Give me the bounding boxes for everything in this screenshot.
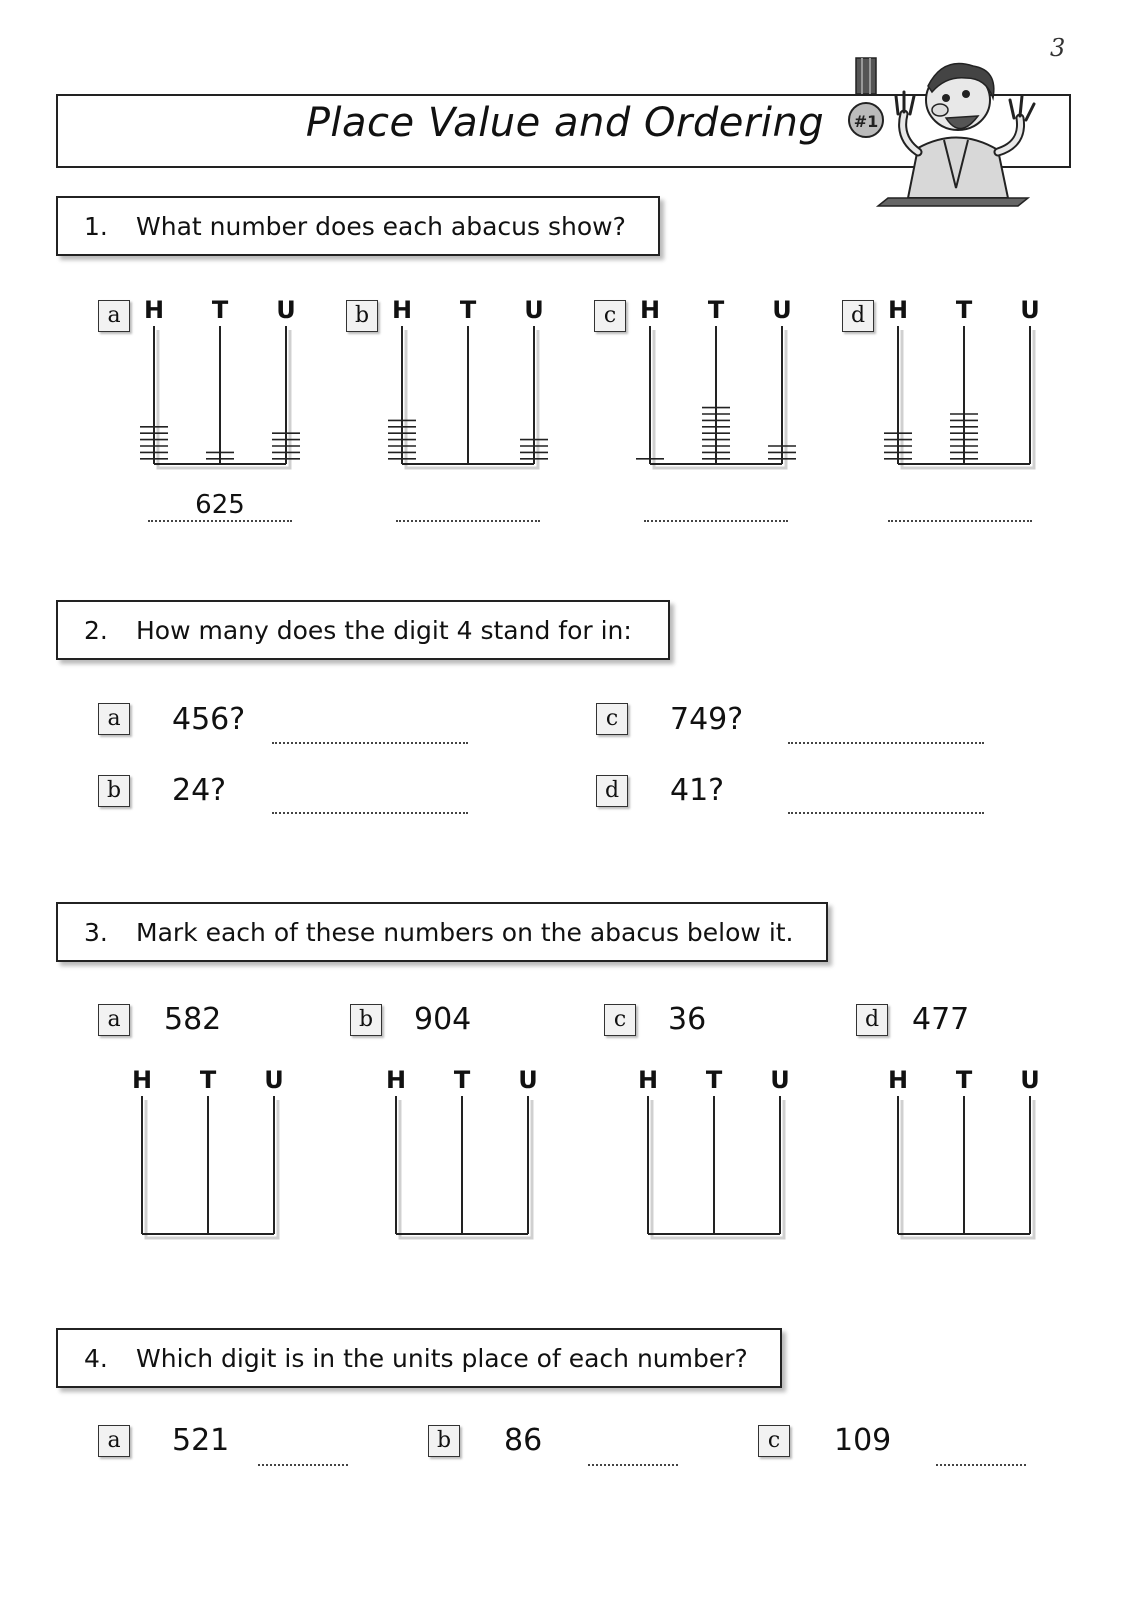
q2-label-c: c <box>596 703 628 735</box>
q3-label-d: d <box>856 1004 888 1036</box>
q2-answer-line-a[interactable] <box>272 742 468 744</box>
q1-answer-line-a[interactable] <box>148 520 292 522</box>
abacus-shadow <box>902 330 1034 468</box>
q1-abacus-d <box>874 290 1064 480</box>
question-1-text: What number does each abacus show? <box>136 211 626 241</box>
abacus-column-label-u: U <box>524 296 544 324</box>
question-2-text: How many does the digit 4 stand for in: <box>136 615 632 645</box>
abacus-column-label-u: U <box>264 1066 284 1094</box>
abacus-column-label-t: T <box>707 296 725 324</box>
abacus-column-label-t: T <box>211 296 229 324</box>
question-3-text: Mark each of these numbers on the abacus below it. <box>136 917 794 947</box>
q4-label-b: b <box>428 1425 460 1457</box>
abacus-column-label-t: T <box>955 1066 973 1094</box>
q1-abacus-c <box>626 290 816 480</box>
abacus-column-label-t: T <box>955 296 973 324</box>
abacus-column-label-t: T <box>199 1066 217 1094</box>
abacus-column-label-u: U <box>518 1066 538 1094</box>
q3-label-c: c <box>604 1004 636 1036</box>
q3-label-a: a <box>98 1004 130 1036</box>
q1-answer-line-b[interactable] <box>396 520 540 522</box>
question-1-box <box>56 196 660 256</box>
q3-value-d: 477 <box>912 1002 970 1037</box>
q1-abacus-a <box>130 290 320 480</box>
abacus-shadow <box>902 1100 1034 1238</box>
q2-label-d: d <box>596 775 628 807</box>
abacus-column-label-t: T <box>453 1066 471 1094</box>
question-2-number: 2. <box>84 615 108 645</box>
q4-value-a: 521 <box>172 1423 230 1458</box>
abacus-column-label-t: T <box>705 1066 723 1094</box>
question-4-number: 4. <box>84 1343 108 1373</box>
q1-abacus-b <box>378 290 568 480</box>
abacus-shadow <box>400 1100 532 1238</box>
q2-value-a: 456? <box>172 702 246 737</box>
abacus-column-label-u: U <box>276 296 296 324</box>
q1-answer-line-d[interactable] <box>888 520 1032 522</box>
page-title: Place Value and Ordering <box>305 100 825 146</box>
question-4-box <box>56 1328 782 1388</box>
q2-label-a: a <box>98 703 130 735</box>
q1-answer-a: 625 <box>195 490 245 520</box>
q4-value-c: 109 <box>834 1423 892 1458</box>
abacus-column-label-h: H <box>385 1066 407 1094</box>
q4-answer-line-b[interactable] <box>588 1464 678 1466</box>
abacus-column-label-h: H <box>637 1066 659 1094</box>
abacus-shadow <box>158 330 290 468</box>
page-number: 3 <box>1050 34 1066 62</box>
q2-answer-line-b[interactable] <box>272 812 468 814</box>
q1-label-a: a <box>98 300 130 332</box>
q2-label-b: b <box>98 775 130 807</box>
abacus-shadow <box>146 1100 278 1238</box>
abacus-column-label-h: H <box>391 296 413 324</box>
abacus-shadow <box>652 1100 784 1238</box>
q2-answer-line-c[interactable] <box>788 742 984 744</box>
abacus-column-label-h: H <box>639 296 661 324</box>
abacus-column-label-h: H <box>887 296 909 324</box>
abacus-column-label-u: U <box>1020 296 1040 324</box>
q4-answer-line-a[interactable] <box>258 1464 348 1466</box>
abacus-column-label-u: U <box>1020 1066 1040 1094</box>
q3-label-b: b <box>350 1004 382 1036</box>
q3-value-c: 36 <box>668 1002 707 1037</box>
q1-label-b: b <box>346 300 378 332</box>
q3-value-a: 582 <box>164 1002 222 1037</box>
question-3-number: 3. <box>84 917 108 947</box>
q2-value-d: 41? <box>670 773 725 808</box>
medal-text: #1 <box>853 112 879 131</box>
abacus-shadow <box>406 330 538 468</box>
question-2-box <box>56 600 670 660</box>
q4-label-a: a <box>98 1425 130 1457</box>
abacus-shadow <box>654 330 786 468</box>
abacus-column-label-u: U <box>772 296 792 324</box>
q2-value-b: 24? <box>172 773 227 808</box>
q4-label-c: c <box>758 1425 790 1457</box>
abacus-column-label-u: U <box>770 1066 790 1094</box>
medal-winner-boy-illustration <box>848 48 1048 208</box>
abacus-column-label-h: H <box>131 1066 153 1094</box>
q3-abacus-b[interactable] <box>372 1060 562 1250</box>
q4-answer-line-c[interactable] <box>936 1464 1026 1466</box>
q4-value-b: 86 <box>504 1423 543 1458</box>
abacus-column-label-h: H <box>887 1066 909 1094</box>
abacus-column-label-t: T <box>459 296 477 324</box>
q3-abacus-a[interactable] <box>118 1060 308 1250</box>
q1-label-d: d <box>842 300 874 332</box>
question-3-box <box>56 902 828 962</box>
q3-abacus-d[interactable] <box>874 1060 1064 1250</box>
abacus-column-label-h: H <box>143 296 165 324</box>
q2-value-c: 749? <box>670 702 744 737</box>
q3-value-b: 904 <box>414 1002 472 1037</box>
question-4-text: Which digit is in the units place of each number? <box>136 1343 748 1373</box>
question-1-number: 1. <box>84 211 108 241</box>
q3-abacus-c[interactable] <box>624 1060 814 1250</box>
q1-answer-line-c[interactable] <box>644 520 788 522</box>
q2-answer-line-d[interactable] <box>788 812 984 814</box>
q1-label-c: c <box>594 300 626 332</box>
